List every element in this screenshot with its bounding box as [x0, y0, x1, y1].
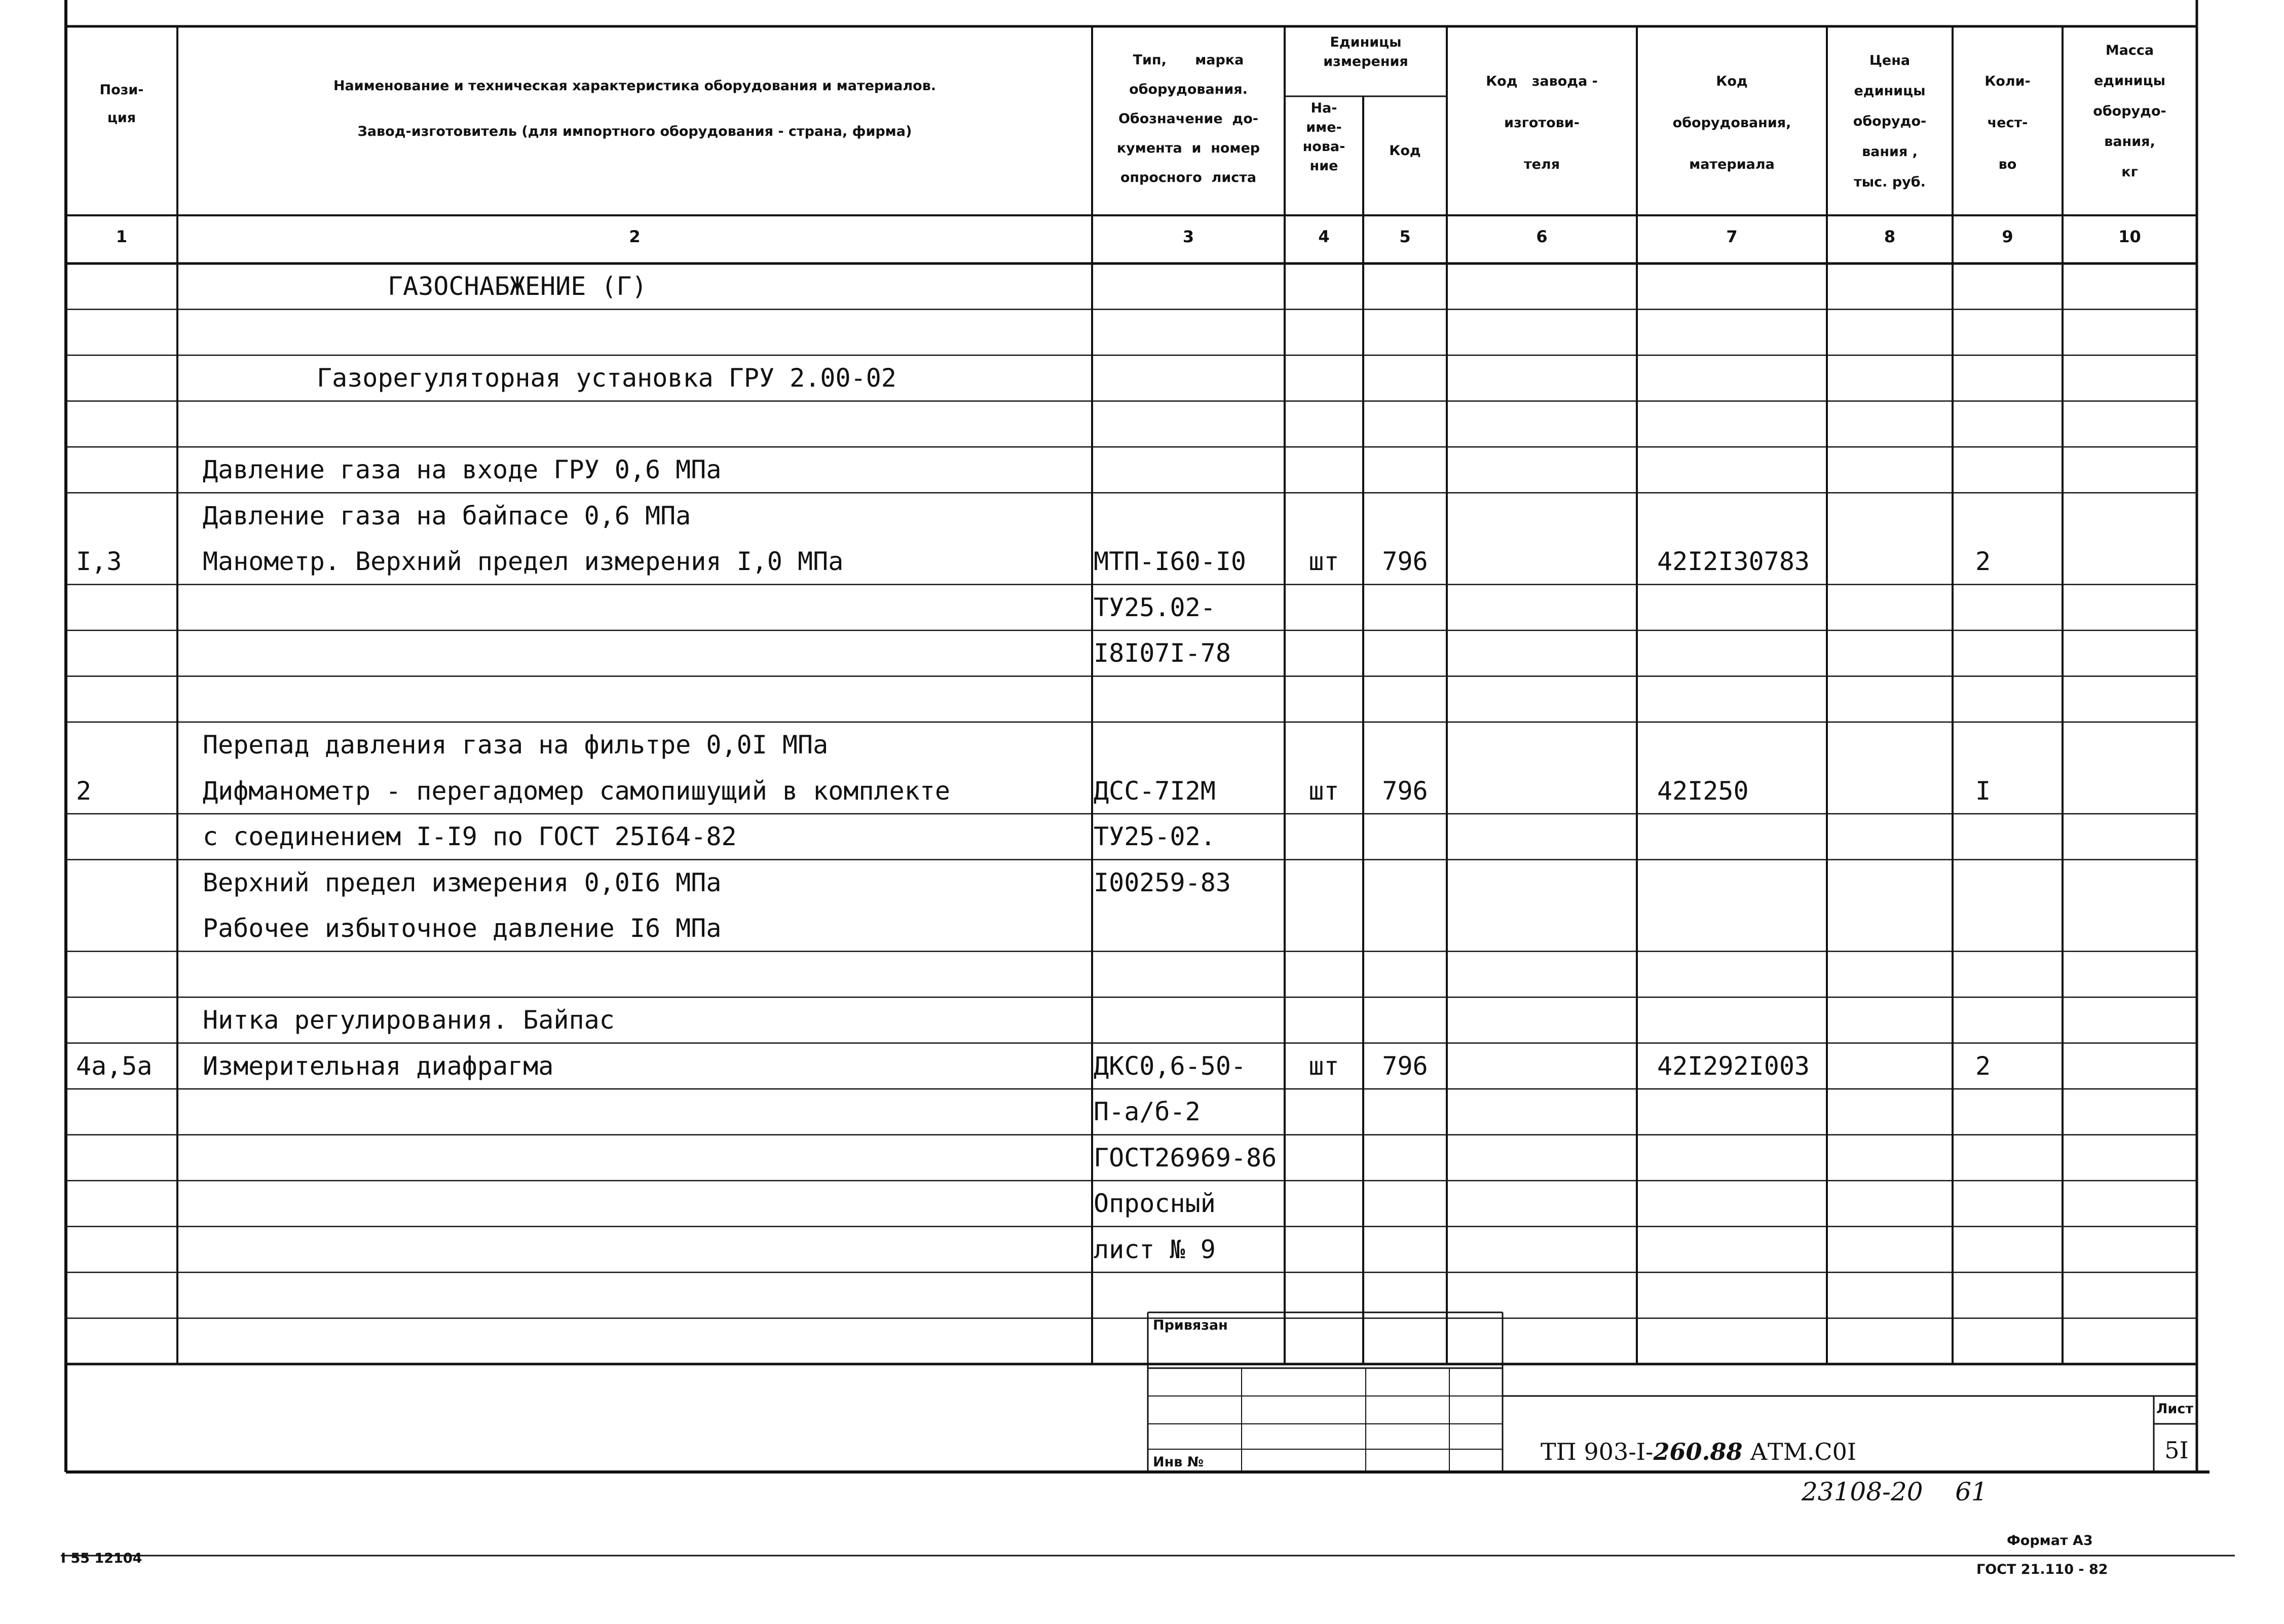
- name-cell: ГАЗОСНАБЖЕНИЕ (Г): [388, 272, 647, 301]
- name-cell: Измерительная диафрагма: [203, 1051, 554, 1081]
- equipment-code-cell: 42I250: [1657, 776, 1749, 806]
- column-number: 10: [2118, 227, 2141, 246]
- column-number: 1: [116, 227, 128, 246]
- unit-name-cell: шт: [1308, 547, 1339, 576]
- header-unit-name: На- име- нова- ние: [1302, 100, 1345, 174]
- sheet-number: 5I: [2164, 1437, 2189, 1464]
- footer-left-code: I 55 12104: [61, 1551, 142, 1566]
- column-number: 9: [2002, 227, 2013, 246]
- quantity-cell: I: [1975, 776, 1991, 806]
- name-cell: Давление газа на входе ГРУ 0,6 МПа: [203, 455, 722, 484]
- column-number: 5: [1399, 227, 1411, 246]
- column-number: 6: [1536, 227, 1548, 246]
- quantity-cell: 2: [1975, 547, 1991, 576]
- name-cell: с соединением I-I9 по ГОСТ 25I64-82: [203, 822, 737, 851]
- name-cell: Дифманометр - перегадомер самопишущий в комплекте: [203, 776, 951, 806]
- footer-format: Формат А3: [2007, 1533, 2093, 1549]
- sheet-label: Лист: [2156, 1401, 2193, 1417]
- stamp-privyazan: Привязан: [1153, 1317, 1228, 1333]
- name-cell: Давление газа на байпасе 0,6 МПа: [203, 501, 691, 531]
- type-cell: I00259-83: [1094, 867, 1231, 897]
- header-equipment-code: Код оборудования, материала: [1672, 73, 1791, 172]
- column-number: 2: [629, 227, 641, 246]
- equipment-code-cell: 42I292I003: [1657, 1051, 1810, 1081]
- designation-suffix: АТМ.С0I: [1742, 1438, 1857, 1465]
- footer-gost: ГОСТ 21.110 - 82: [1976, 1562, 2108, 1577]
- type-cell: лист № 9: [1094, 1234, 1216, 1264]
- unit-code-cell: 796: [1382, 776, 1428, 806]
- header-name-line2: Завод-изготовитель (для импортного оборудования - страна, фирма): [357, 124, 912, 139]
- header-position: Пози- ция: [99, 82, 144, 126]
- quantity-cell: 2: [1975, 1051, 1991, 1081]
- header-units: Единицы измерения: [1323, 34, 1408, 69]
- unit-name-cell: шт: [1308, 1051, 1339, 1081]
- unit-name-cell: шт: [1308, 776, 1339, 806]
- position-cell: I,3: [76, 547, 122, 576]
- equipment-code-cell: 42I2I30783: [1657, 547, 1810, 576]
- header-type: Тип, марка оборудования. Обозначение до- кумента и номер опросного листа: [1116, 52, 1260, 185]
- type-cell: П-а/б-2: [1094, 1097, 1201, 1126]
- type-cell: I8I07I-78: [1094, 638, 1231, 668]
- designation-number: 260.88: [1653, 1438, 1743, 1465]
- unit-code-cell: 796: [1382, 547, 1428, 576]
- column-number: 7: [1726, 227, 1738, 246]
- archive-number: 23108-20 61: [1802, 1477, 1988, 1506]
- name-cell: Рабочее избыточное давление I6 МПа: [203, 914, 722, 943]
- column-number: 3: [1182, 227, 1194, 246]
- name-cell: Манометр. Верхний предел измерения I,0 МПа: [203, 547, 844, 576]
- header-unit-code: Код: [1389, 143, 1421, 159]
- name-cell: Перепад давления газа на фильтре 0,0I МПа: [203, 730, 829, 760]
- header-quantity: Коли- чест- во: [1985, 73, 2031, 172]
- header-mass: Масса единицы оборудо- вания, кг: [2093, 43, 2166, 180]
- unit-code-cell: 796: [1382, 1051, 1428, 1081]
- type-cell: ДСС-7I2М: [1094, 776, 1216, 806]
- column-number: 4: [1318, 227, 1330, 246]
- drawing-designation: [1541, 1438, 1856, 1465]
- position-cell: 4а,5а: [76, 1051, 153, 1081]
- header-name-line1: Наименование и техническая характеристика оборудования и материалов.: [333, 78, 937, 94]
- stamp-inv: Инв №: [1153, 1454, 1204, 1470]
- header-price: Цена единицы оборудо- вания , тыс. руб.: [1853, 53, 1927, 190]
- name-cell: Верхний предел измерения 0,0I6 МПа: [203, 867, 722, 897]
- name-cell: Газорегуляторная установка ГРУ 2.00-02: [317, 363, 896, 393]
- position-cell: 2: [76, 776, 92, 806]
- type-cell: ТУ25.02-: [1094, 592, 1216, 622]
- type-cell: Опросный: [1094, 1189, 1216, 1218]
- type-cell: ДКС0,6-50-: [1094, 1051, 1247, 1081]
- type-cell: ГОСТ26969-86: [1094, 1143, 1277, 1173]
- name-cell: Нитка регулирования. Байпас: [203, 1005, 615, 1035]
- type-cell: МТП-I60-I0: [1094, 547, 1247, 576]
- type-cell: ТУ25-02.: [1094, 822, 1216, 851]
- column-number: 8: [1884, 227, 1896, 246]
- designation-prefix: ТП 903-I-: [1541, 1438, 1654, 1465]
- header-plant-code: Код завода - изготови- теля: [1486, 73, 1598, 172]
